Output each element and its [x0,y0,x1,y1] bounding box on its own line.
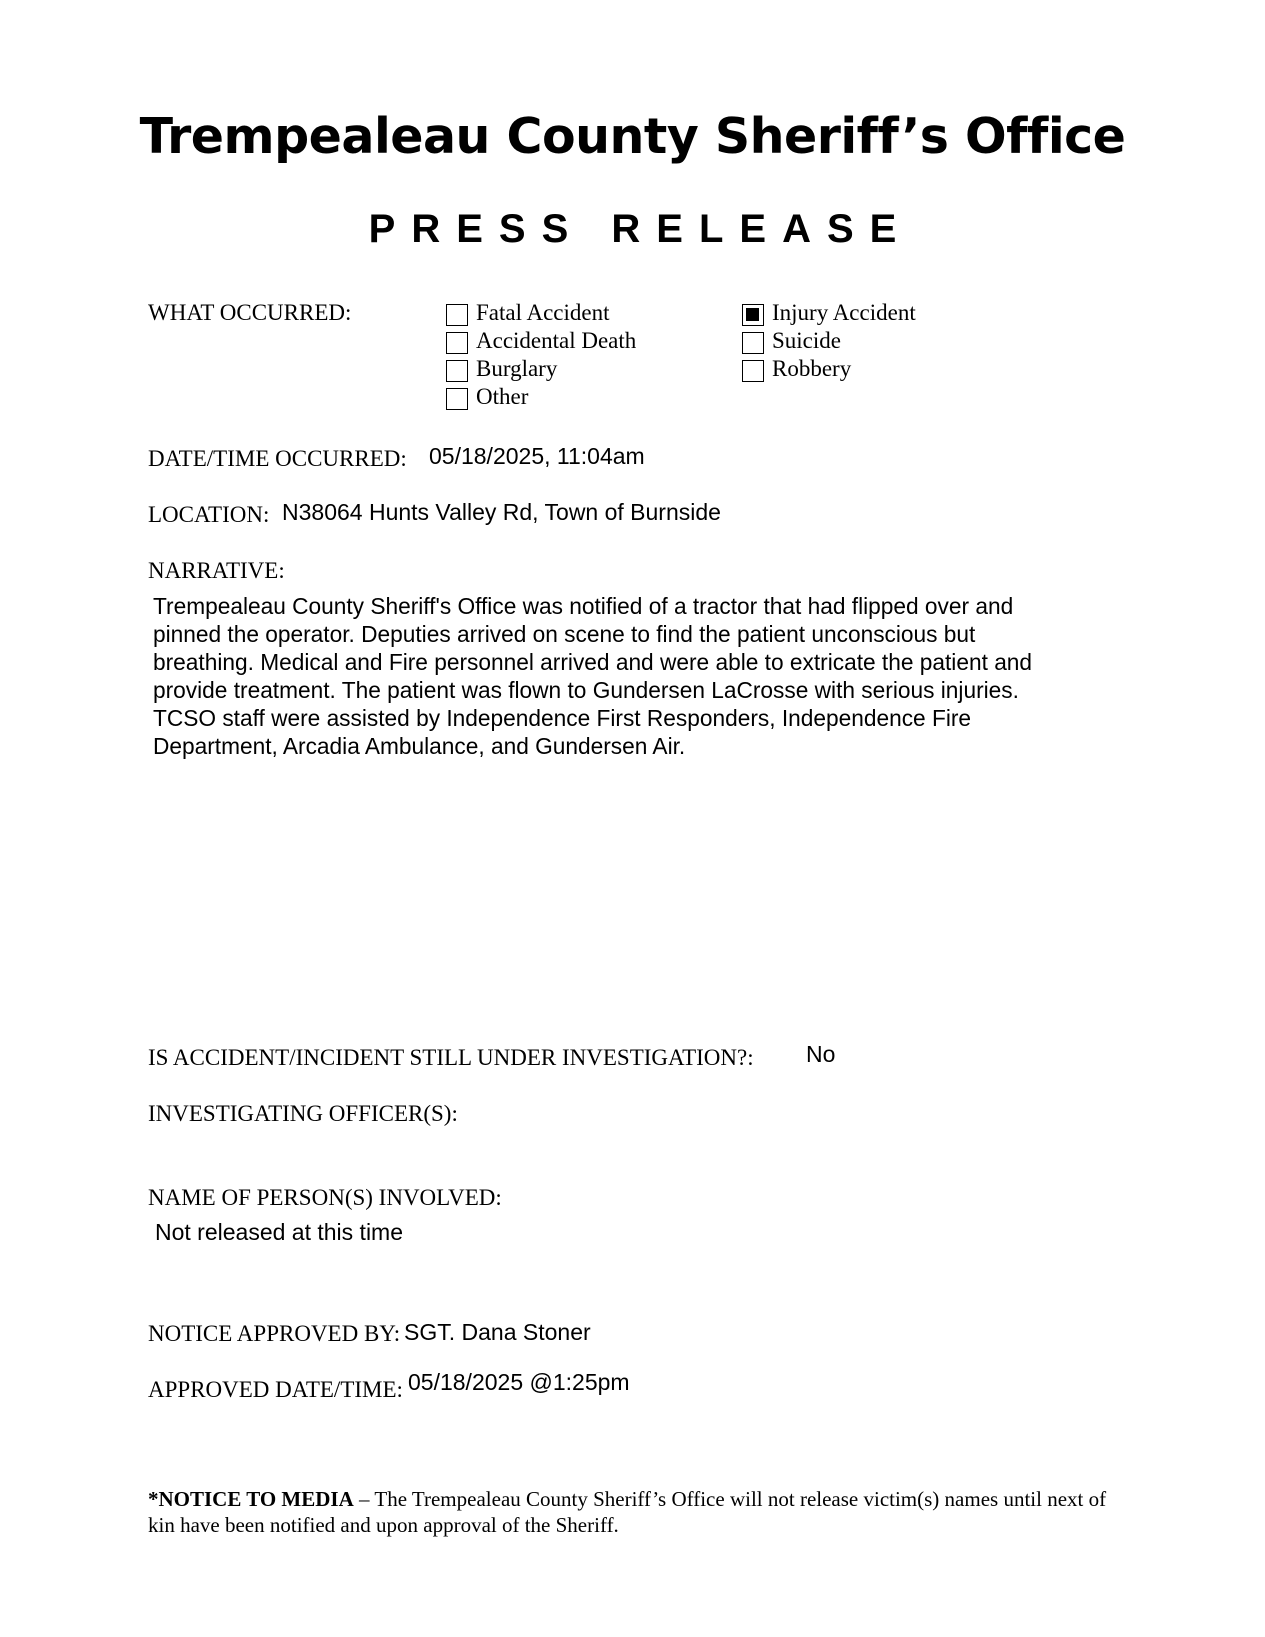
suicide-label: Suicide [772,328,841,353]
under-investigation-label: IS ACCIDENT/INCIDENT STILL UNDER INVESTIGATION?: [148,1045,754,1070]
suicide-checkbox[interactable] [742,332,764,354]
fatal-accident-checkbox[interactable] [446,304,468,326]
robbery-checkbox[interactable] [742,360,764,382]
datetime-occurred-label: DATE/TIME OCCURRED: [148,446,407,471]
narrative-line: breathing. Medical and Fire personnel arrived and were able to extricate the patient and [153,649,1033,675]
investigating-officers-label: INVESTIGATING OFFICER(S): [148,1101,458,1126]
agency-title: Trempealeau County Sheriff’s Office [139,108,1126,165]
approved-by-value: SGT. Dana Stoner [404,1319,591,1345]
media-notice [148,1486,1108,1538]
injury-accident-checkbox[interactable] [742,304,764,326]
narrative-text [153,592,1133,760]
datetime-occurred-value: 05/18/2025, 11:04am [429,443,645,469]
injury-accident-label: Injury Accident [772,300,916,325]
narrative-line: TCSO staff were assisted by Independence First Responders, Independence Fire [153,705,972,731]
location-value: N38064 Hunts Valley Rd, Town of Burnside [282,499,721,525]
persons-involved-label: NAME OF PERSON(S) INVOLVED: [148,1185,502,1210]
location-label: LOCATION: [148,502,270,527]
narrative-line: pinned the operator. Deputies arrived on scene to find the patient unconscious but [153,621,976,647]
document-type-heading: PRESS RELEASE [368,207,913,251]
narrative-line: Department, Arcadia Ambulance, and Gundersen Air. [153,733,686,759]
robbery-label: Robbery [772,356,852,381]
narrative-line: provide treatment. The patient was flown to Gundersen LaCrosse with serious injuries. [153,677,1019,703]
under-investigation-value: No [806,1041,836,1067]
persons-involved-value: Not released at this time [155,1219,404,1245]
accidental-death-label: Accidental Death [476,328,637,353]
other-label: Other [476,384,529,409]
burglary-checkbox[interactable] [446,360,468,382]
media-notice-text: – The Trempealeau County Sheriff’s Office will not release victim(s) names until next of kin have been notified and upon approval of the Sheriff. [148,1487,1107,1537]
approved-datetime-value: 05/18/2025 @1:25pm [408,1369,630,1395]
fatal-accident-label: Fatal Accident [476,300,610,325]
media-notice-heading: *NOTICE TO MEDIA [148,1487,354,1511]
what-occurred-label: WHAT OCCURRED: [148,300,352,325]
approved-by-label: NOTICE APPROVED BY: [148,1321,401,1346]
approved-datetime-label: APPROVED DATE/TIME: [148,1377,403,1402]
narrative-line: Trempealeau County Sheriff's Office was notified of a tractor that had flipped over and [153,593,1014,619]
accidental-death-checkbox[interactable] [446,332,468,354]
narrative-label: NARRATIVE: [148,558,285,583]
other-checkbox[interactable] [446,388,468,410]
burglary-label: Burglary [476,356,558,381]
